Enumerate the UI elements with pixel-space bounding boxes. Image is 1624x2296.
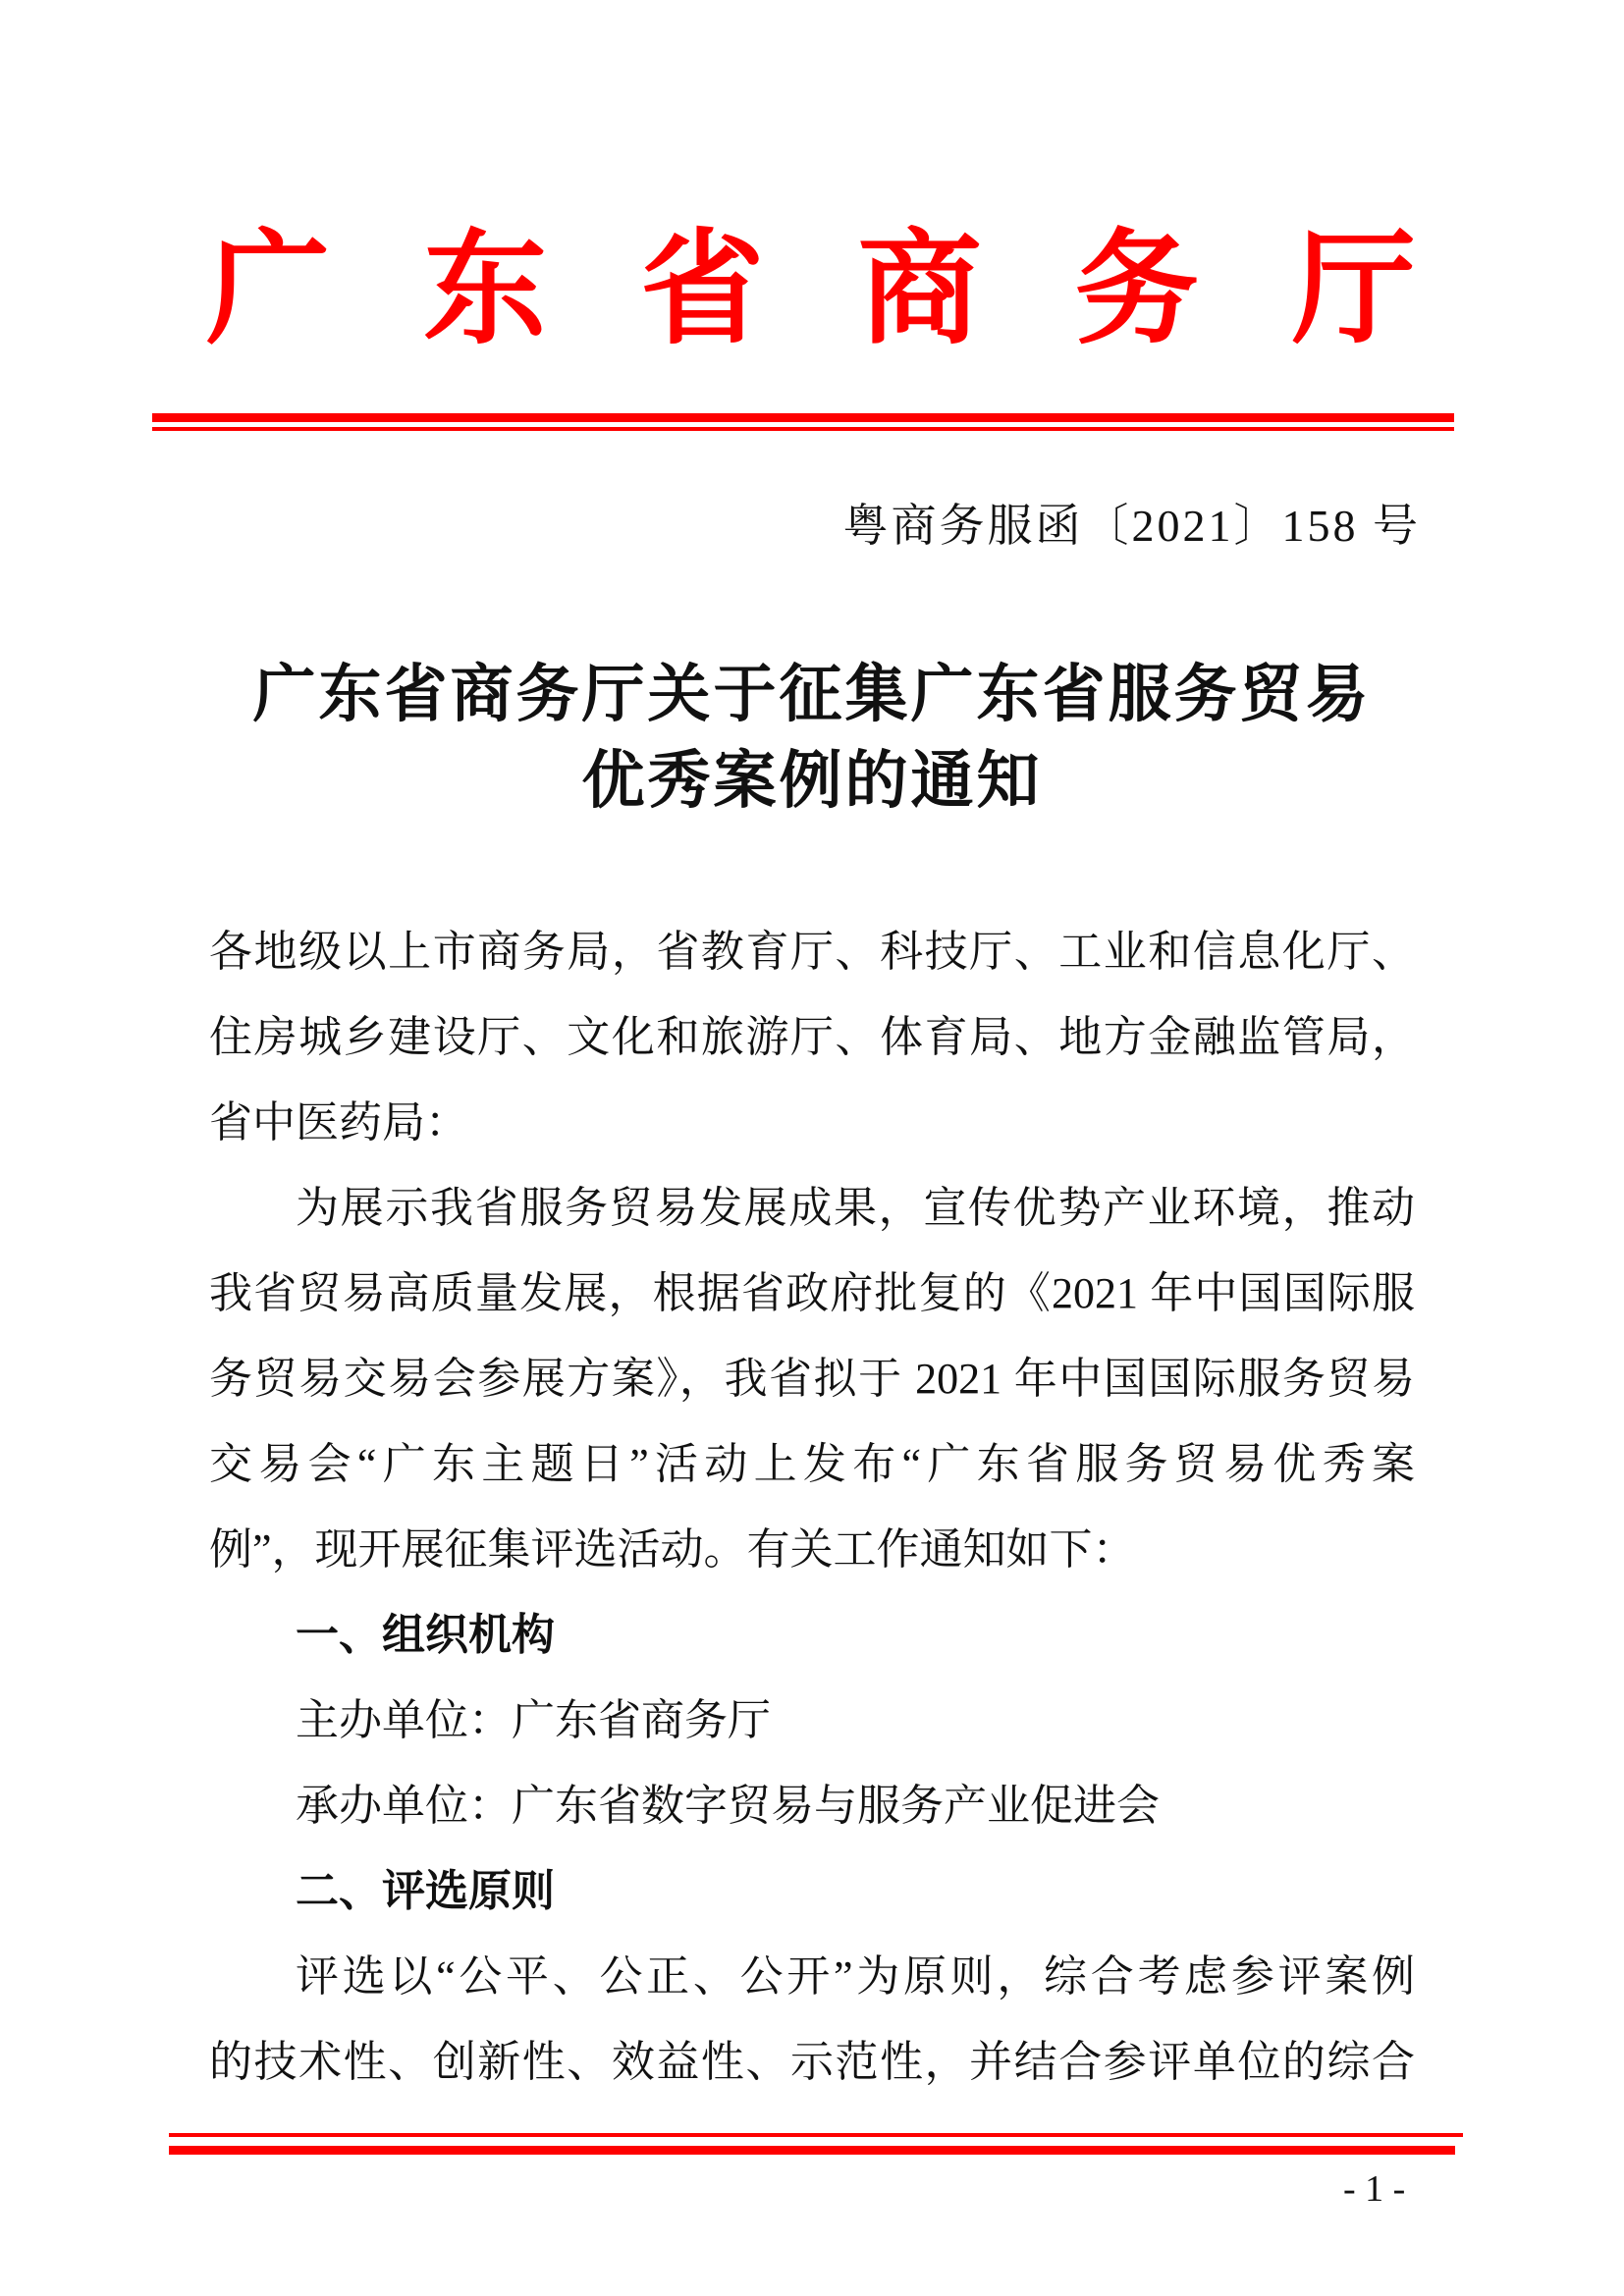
body-line: 各地级以上市商务局，省教育厅、科技厅、工业和信息化厅、 [209,928,1415,976]
body-section-heading: 二、评选原则 [296,1867,555,1915]
masthead-char: 商 [857,223,982,359]
masthead-divider [152,413,1454,431]
body-section-heading: 一、组织机构 [296,1611,555,1659]
divider-thin-line [152,427,1454,431]
body-line: 交易会“广东主题日”活动上发布“广东省服务贸易优秀案 [209,1440,1415,1488]
masthead-char: 东 [423,223,548,359]
masthead-char: 务 [1074,223,1199,359]
agency-masthead [206,218,1416,365]
page-number: - 1 - [1343,2168,1406,2210]
body-line: 主办单位：广东省商务厅 [296,1696,771,1744]
body-line: 我省贸易高质量发展，根据省政府批复的《2021 年中国国际服 [209,1269,1415,1317]
divider-thick-line [152,413,1454,422]
masthead-char: 广 [206,223,330,359]
body-line: 为展示我省服务贸易发展成果，宣传优势产业环境，推动 [296,1184,1415,1232]
body-line: 承办单位：广东省数字贸易与服务产业促进会 [296,1782,1160,1830]
masthead-char: 省 [640,223,765,359]
body-line: 住房城乡建设厅、文化和旅游厅、体育局、地方金融监管局， [209,1013,1415,1061]
doc-title-line-2: 优秀案例的通知 [581,746,1043,816]
divider-thin-line [169,2133,1463,2137]
body-line: 的技术性、创新性、效益性、示范性，并结合参评单位的综合 [209,2038,1415,2086]
body-line: 评选以“公平、公正、公开”为原则，综合考虑参评案例 [296,1952,1415,2001]
body-line: 省中医药局： [209,1098,468,1147]
body-text [209,909,1415,2105]
masthead-char: 厅 [1291,223,1416,359]
footer-divider [169,2133,1463,2155]
divider-thick-line [169,2146,1455,2155]
doc-title [0,652,1624,825]
body-line: 务贸易交易会参展方案》，我省拟于 2021 年中国国际服务贸易 [209,1355,1415,1403]
body-line: 例”，现开展征集评选活动。有关工作通知如下： [209,1525,1136,1574]
doc-title-line-1: 广东省商务厅关于征集广东省服务贸易 [252,660,1372,729]
doc-reference-number: 粤商务服函〔2021〕158 号 [842,501,1421,551]
